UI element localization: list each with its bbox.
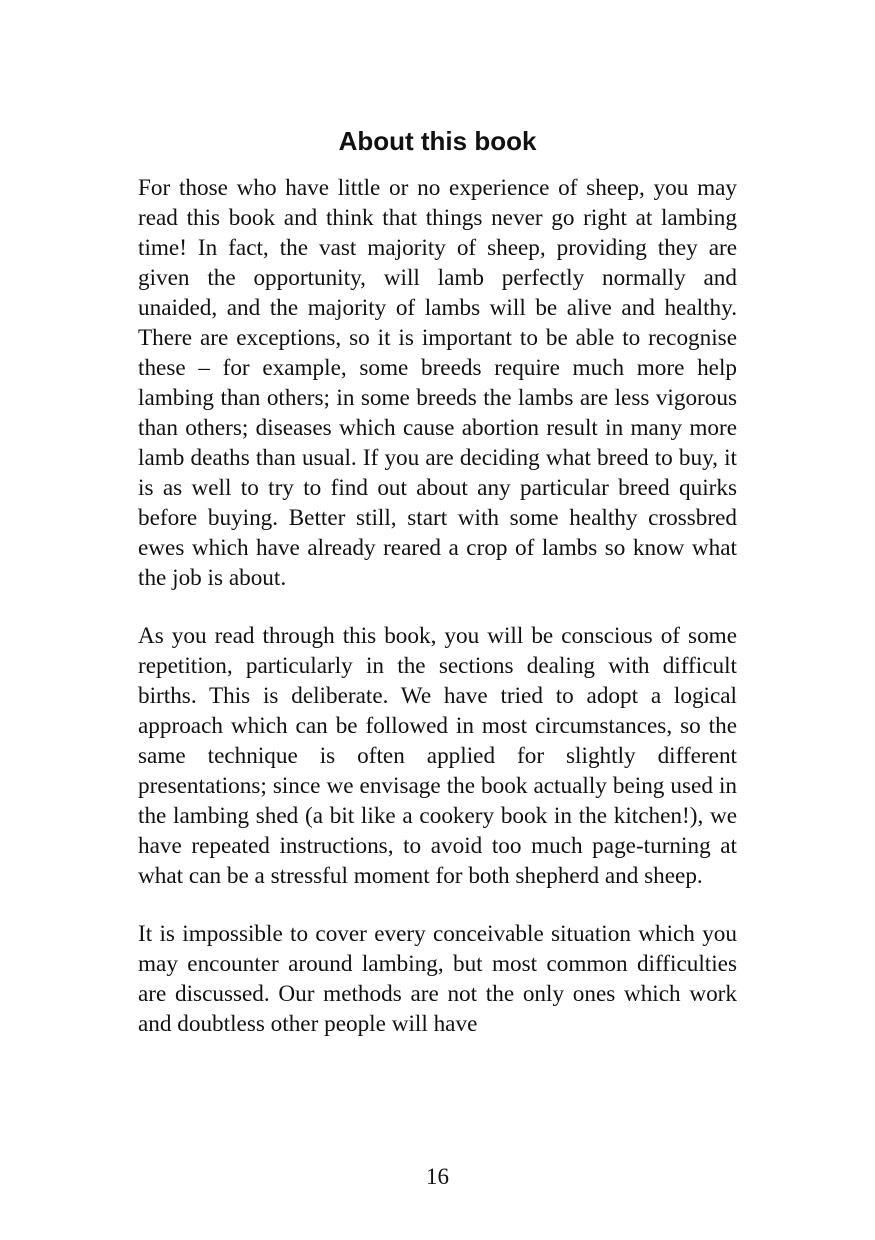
- page-number: 16: [426, 1164, 449, 1189]
- paragraph-1: For those who have little or no experience of sheep, you may read this book and think that things never go right at lambing time! In fact, the vast majority of sheep, providing they are given the opportunity, will lamb perfectly normally and unaided, and the majority of lambs will be alive and healthy. There are exceptions, so it is important to be able to recognise these – for example, some breeds require much more help lambing than others; in some breeds the lambs are less vigorous than others; diseases which cause abortion result in many more lamb deaths than usual. If you are deciding what breed to buy, it is as well to try to find out about any particular breed quirks before buying. Better still, start with some healthy crossbred ewes which have already reared a crop of lambs so know what the job is about.: [138, 175, 737, 591]
- paragraph-3: It is impossible to cover every conceivable situation which you may encounter around lambing, but most common difficulties are discussed. Our methods are not the only ones which work and doubtless other people will have: [138, 921, 737, 1037]
- body-text: [138, 173, 737, 1067]
- paragraph-2: As you read through this book, you will be conscious of some repetition, particularly in the sections dealing with difficult births. This is deliberate. We have tried to adopt a logical approach which can be followed in most circumstances, so the same technique is often applied for slightly different presentations; since we envisage the book actually being used in the lambing shed (a bit like a cookery book in the kitchen!), we have repeated instructions, to avoid too much page-turning at what can be a stressful moment for both shepherd and sheep.: [138, 623, 737, 889]
- section-heading: About this book: [338, 126, 537, 156]
